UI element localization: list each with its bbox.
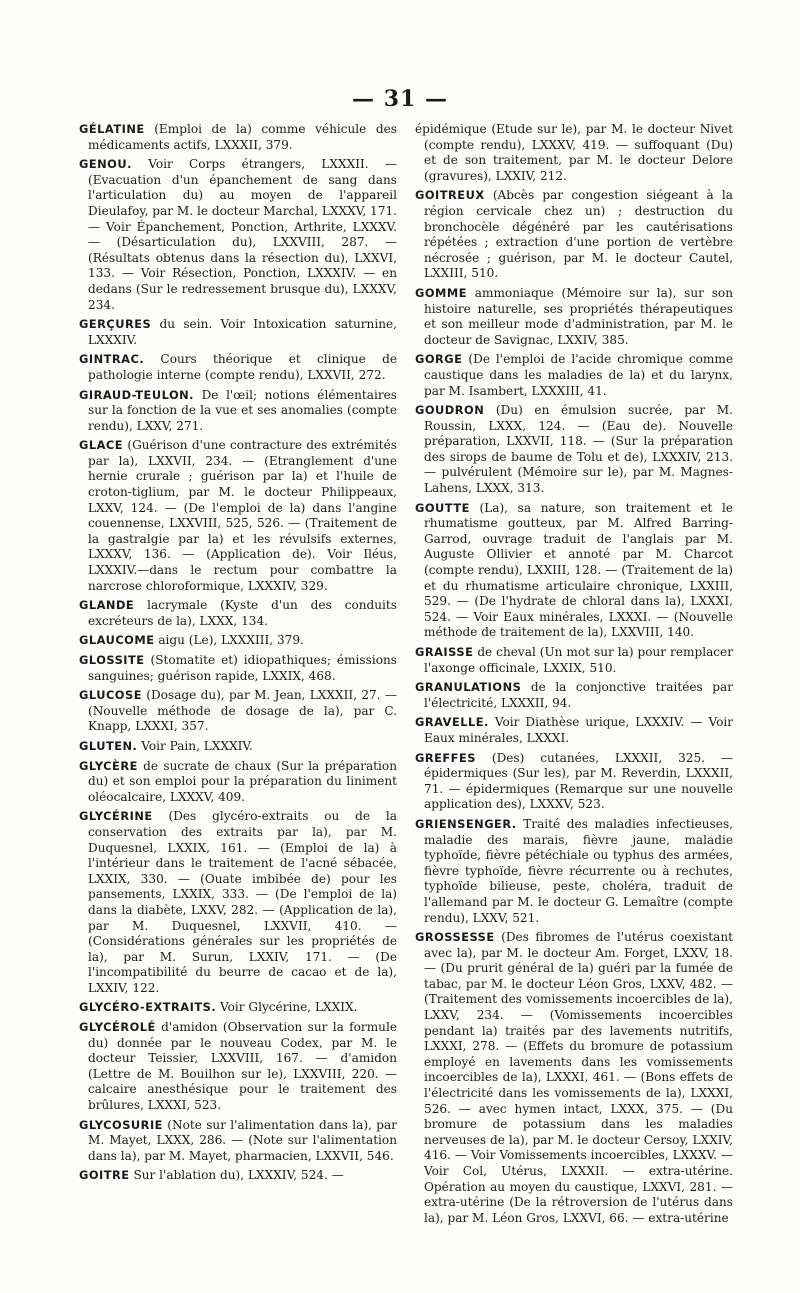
entry-headword: GRANULATIONS bbox=[415, 680, 522, 695]
index-entry bbox=[415, 817, 733, 926]
index-entry bbox=[79, 122, 397, 153]
entry-headword: GERÇURES bbox=[79, 317, 152, 332]
entry-text: De l'œil; notions élémentaires sur la fonction de la vue et ses anomalies (compte rendu), LXXV, 271. bbox=[88, 387, 397, 433]
entry-text: Voir Glycérine, LXXIX. bbox=[216, 1000, 358, 1015]
index-entry bbox=[79, 1118, 397, 1165]
index-entry bbox=[79, 157, 397, 313]
index-entry bbox=[415, 680, 733, 711]
entry-text: de sucrate de chaux (Sur la préparation du) et son emploi pour la préparation du liniment oléocalcaire, LXXXV, 409. bbox=[88, 758, 397, 804]
entry-headword: GIRAUD-TEULON. bbox=[79, 387, 194, 402]
entry-headword: GRIENSENGER. bbox=[415, 816, 517, 831]
index-entry bbox=[415, 930, 733, 1226]
right-column bbox=[415, 122, 733, 1230]
entry-headword: GRAVELLE. bbox=[415, 715, 489, 730]
entry-text: (De l'emploi de l'acide chromique comme caustique dans les maladies de la) et du larynx, par M. Isambert, LXXXIII, 41. bbox=[424, 352, 733, 398]
index-entry bbox=[79, 633, 397, 649]
entry-text: (Des) cutanées, LXXXII, 325. — épidermiques (Sur les), par M. Reverdin, LXXXII, 71. — épidermiques (Remarque sur une nouvelle application des), LXXXV, 523. bbox=[424, 750, 733, 812]
entry-headword: GORGE bbox=[415, 352, 463, 367]
entry-headword: GOUTTE bbox=[415, 500, 470, 515]
index-entry bbox=[415, 715, 733, 746]
entry-text: (Des glycéro-extraits ou de la conservation des extraits par la), par M. Duquesnel, LXXIX, 161. — (Emploi de la) à l'intérieur dans le traitement de l'acné sébacée, LXXIX, 330. — (Ouate imbibée de) pour les pansements, LXXIX, 333. — (De l'emploi de la) dans la diabète, LXXV, 282. — (Application de la), par M. Duquesnel, LXXVII, 410. — (Considérations générales sur les propriétés de la), par M. Surun, LXXIV, 171. — (De l'incompatibilité du beurre de cacao et de la), LXXIV, 122. bbox=[88, 809, 397, 995]
entry-headword: GREFFES bbox=[415, 750, 476, 765]
index-entry bbox=[415, 122, 733, 184]
entry-text: (Abcès par congestion siégeant à la région cervicale chez un) ; destruction du bronchocèle dégénéré par les cautérisations répétées ; extraction d'une portion de vertèbre nécrosée ; guérison, par M. le docteur Cautel, LXXIII, 510. bbox=[424, 188, 733, 281]
entry-text: du sein. Voir Intoxication saturnine, LXXXIV. bbox=[88, 317, 397, 347]
entry-headword: GOITRE bbox=[79, 1168, 130, 1183]
entry-text: lacrymale (Kyste d'un des conduits excréteurs de la), LXXX, 134. bbox=[88, 598, 397, 628]
index-entry bbox=[415, 352, 733, 399]
entry-text: (Note sur l'alimentation dans la), par M. Mayet, LXXX, 286. — (Note sur l'alimentation dans la), par M. Mayet, pharmacien, LXXVII, 546. bbox=[88, 1117, 397, 1163]
entry-headword: GLOSSITE bbox=[79, 653, 145, 667]
entry-headword: GOITREUX bbox=[415, 188, 485, 203]
entry-text: Sur l'ablation du), LXXXIV, 524. — bbox=[129, 1168, 344, 1183]
index-entry bbox=[79, 1020, 397, 1114]
index-entry bbox=[79, 759, 397, 806]
entry-headword: GLANDE bbox=[79, 598, 135, 613]
index-entry bbox=[415, 501, 733, 641]
entry-text: Cours théorique et clinique de pathologie interne (compte rendu), LXXVII, 272. bbox=[88, 352, 397, 382]
entry-text: Voir Corps étrangers, LXXXII. — (Evacuation d'un épanchement de sang dans l'articulation du) au moyen de l'appareil Dieulafoy, par M. le docteur Marchal, LXXXV, 171. — Voir Épanchement, Ponction, Arthrite, LXXXV. — (Désarticulation du), LXXVIII, 287. — (Résultats obtenus dans la résection du), LXXVI, 133. — Voir Résection, Ponction, LXXXIV. — en dedans (Sur le redressement brusque du), LXXXV, 234. bbox=[88, 157, 397, 312]
index-entry bbox=[79, 438, 397, 594]
entry-text: Traité des maladies infectieuses, maladie des marais, fièvre jaune, maladie typhoïde, fièvre pétéchiale ou typhus des armées, fièvre typhoïde, fièvre récurrente ou à rechutes, typhoïde bilieuse, peste, choléra, traduit de l'allemand par M. le docteur G. Lemaître (compte rendu), LXXV, 521. bbox=[424, 816, 733, 925]
index-entry bbox=[79, 317, 397, 348]
entry-text: (Emploi de la) comme véhicule des médicaments actifs, LXXXII, 379. bbox=[88, 122, 397, 152]
entry-headword: GLACE bbox=[79, 438, 124, 453]
index-entry bbox=[79, 388, 397, 435]
index-entry bbox=[79, 809, 397, 996]
entry-headword: GLUTEN. bbox=[79, 738, 138, 753]
entry-headword: GOMME bbox=[415, 285, 467, 300]
page-number: — 31 — bbox=[352, 86, 448, 112]
entry-text: (Du) en émulsion sucrée, par M. Roussin, LXXX, 124. — (Eau de). Nouvelle préparation, LXXVII, 118. — (Sur la préparation des sirops de baume de Tolu et de), LXXXIV, 213. — pulvérulent (Mémoire sur le), par M. Magnes-Lahens, LXXX, 313. bbox=[424, 403, 733, 496]
entry-headword: GLYCÉRINE bbox=[79, 809, 153, 824]
entry-headword: GÉLATINE bbox=[79, 122, 145, 136]
entry-headword: GENOU. bbox=[79, 157, 132, 172]
index-entry bbox=[415, 286, 733, 348]
entry-headword: GLYCÉRO-EXTRAITS. bbox=[79, 1000, 217, 1015]
entry-text: ammoniaque (Mémoire sur la), sur son histoire naturelle, ses propriétés thérapeutiques et son meilleur mode d'administration, par M. le docteur de Savignac, LXXIV, 385. bbox=[424, 285, 733, 347]
entry-text: Voir Pain, LXXXIV. bbox=[137, 738, 253, 753]
entry-text: Voir Diathèse urique, LXXXIV. — Voir Eaux minérales, LXXXI. bbox=[424, 715, 733, 745]
entry-text: (Des fibromes de l'utérus coexistant avec la), par M. le docteur Am. Forget, LXXV, 18. — (Du prurit général de la) guéri par la fumée de tabac, par M. le docteur Léon Gros, LXXV, 482. — (Traitement des vomissements incoercibles de la), LXXV, 234. — (Vomissements incoercibles pendant la) traités par des lavements nutritifs, LXXXI, 278. — (Effets du bromure de potassium employé en lavements dans les vomissements incoercibles de la), LXXXI, 461. — (Bons effets de l'électricité dans les vomissements de la), LXXXI, 526. — avec hymen intact, LXXX, 375. — (Du bromure de potassium dans les maladies nerveuses de la), par M. le docteur Cersoy, LXXIV, 416. — Voir Vomissements incoercibles, LXXXV. — Voir Col, Utérus, LXXXII. — extra-utérine. Opération au moyen du caustique, LXXVI, 281. — extra-utérine (De la rétroversion de l'utérus dans la), par M. Léon Gros, LXXVI, 66. — extra-utérine bbox=[424, 930, 733, 1225]
index-entry bbox=[79, 739, 397, 755]
index-entry bbox=[79, 653, 397, 684]
entry-headword: GROSSESSE bbox=[415, 930, 495, 945]
entry-headword: GOUDRON bbox=[415, 403, 485, 418]
entry-headword: GLYCOSURIE bbox=[79, 1117, 163, 1132]
entry-text: épidémique (Etude sur le), par M. le docteur Nivet (compte rendu), LXXXV, 419. — suffoquant (Du) et de son traitement, par M. le docteur Delore (gravures), LXXIV, 212. bbox=[415, 122, 733, 183]
index-entry bbox=[415, 403, 733, 497]
entry-text: (La), sa nature, son traitement et le rhumatisme goutteux, par M. Alfred Barring-Garrod, ouvrage traduit de l'anglais par M. Auguste Ollivier et annoté par M. Charcot (compte rendu), LXXIII, 128. — (Traitement de la) et du rhumatisme articulaire chronique, LXXIII, 529. — (De l'hydrate de chloral dans la), LXXXI, 524. — Voir Eaux minérales, LXXXI. — (Nouvelle méthode de traitement de la), LXXVIII, 140. bbox=[424, 500, 733, 640]
index-entry bbox=[415, 188, 733, 282]
entry-headword: GLAUCOME bbox=[79, 633, 155, 648]
entry-text: de cheval (Un mot sur la) pour remplacer l'axonge officinale, LXXIX, 510. bbox=[424, 645, 733, 675]
entry-text: (Stomatite et) idiopathiques; émissions sanguines; guérison rapide, LXXIX, 468. bbox=[88, 653, 397, 683]
entry-text: d'amidon (Observation sur la formule du) donnée par le nouveau Codex, par M. le docteur Teissier, LXXVIII, 167. — d'amidon (Lettre de M. Bouilhon sur le), LXXVIII, 220. — calcaire anesthésique pour le traitement des brûlures, LXXXI, 523. bbox=[88, 1020, 397, 1113]
entry-text: (Guérison d'une contracture des extrémités par la), LXXVII, 234. — (Etranglement d'une hernie crurale ; guérison par la) et l'huile de croton-tiglium, par M. le docteur Philippeaux, LXXV, 124. — (De l'emploi de la) dans l'angine couennense, LXXVIII, 525, 526. — (Traitement de la gastralgie par la) et les révulsifs externes, LXXXV, 136. — (Application de). Voir Iléus, LXXXIV.—dans le rectum pour combattre la narcrose chloroformique, LXXXIV, 329. bbox=[88, 438, 397, 593]
entry-headword: GLYCÉROLÉ bbox=[79, 1020, 156, 1035]
entry-headword: GLYCÈRE bbox=[79, 758, 138, 773]
index-entry bbox=[79, 352, 397, 383]
entry-text: (Dosage du), par M. Jean, LXXXII, 27. — (Nouvelle méthode de dosage de la), par C. Knapp, LXXXI, 357. bbox=[88, 688, 397, 734]
index-entry bbox=[79, 1000, 397, 1016]
entry-text: de la conjonctive traitées par l'électricité, LXXXII, 94. bbox=[424, 680, 733, 710]
entry-headword: GRAISSE bbox=[415, 645, 474, 659]
left-column bbox=[79, 122, 397, 1188]
entry-headword: GLUCOSE bbox=[79, 688, 142, 703]
index-entry bbox=[415, 645, 733, 676]
index-entry bbox=[79, 598, 397, 629]
index-entry bbox=[415, 751, 733, 813]
index-entry bbox=[79, 1168, 397, 1184]
index-entry bbox=[79, 688, 397, 735]
entry-text: aigu (Le), LXXXIII, 379. bbox=[154, 633, 304, 648]
entry-headword: GINTRAC. bbox=[79, 352, 145, 367]
